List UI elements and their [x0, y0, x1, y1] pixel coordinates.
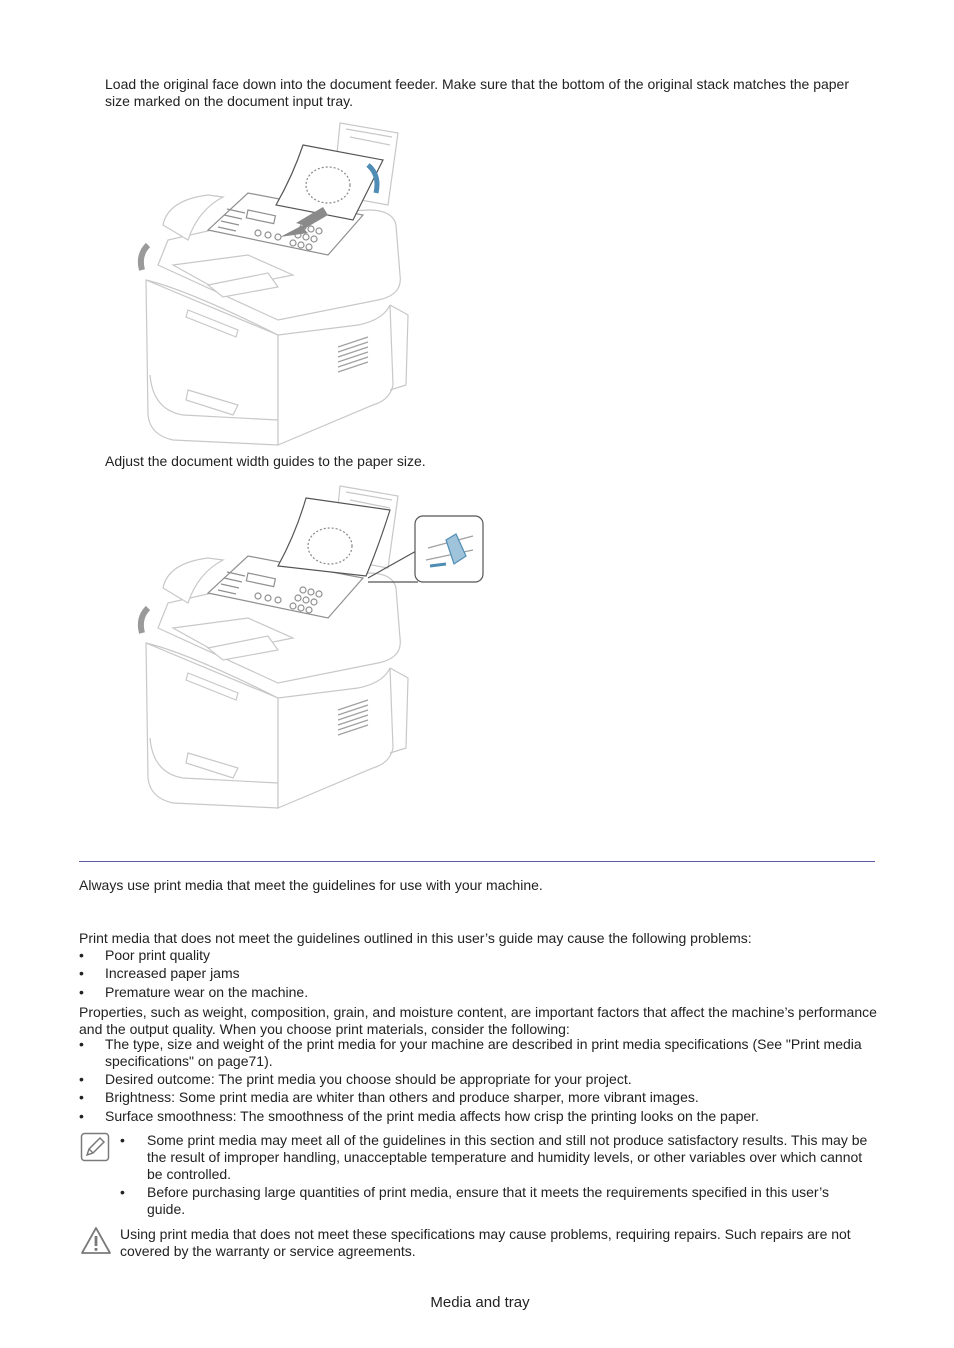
note-text: Before purchasing large quantities of print media, ensure that it meets the requirements specified in this user’s guide.	[147, 1184, 829, 1217]
load-original-instruction: Load the original face down into the document feeder. Make sure that the bottom of the original stack matches the paper size marked on the document input tray.	[105, 76, 850, 109]
section-divider	[79, 861, 875, 862]
bullet: •	[120, 1184, 125, 1200]
note-pencil-icon	[80, 1132, 110, 1162]
bullet: •	[79, 1108, 84, 1124]
document-feeder-illustration	[128, 115, 418, 450]
bullet: •	[79, 1036, 84, 1052]
adjust-guides-instruction: Adjust the document width guides to the paper size.	[105, 453, 426, 469]
consideration-text: The type, size and weight of the print media for your machine are described in print media specifications (See "Print media specifications" on page71).	[105, 1036, 862, 1069]
print-media-intro: Always use print media that meet the guidelines for use with your machine.	[79, 877, 543, 893]
problems-intro: Print media that does not meet the guidelines outlined in this user’s guide may cause the following problems:	[79, 930, 752, 946]
note-text: Some print media may meet all of the guidelines in this section and still not produce satisfactory results. This may be the result of improper handling, unacceptable temperature and humidity levels, or other variables over which cannot be controlled.	[147, 1132, 868, 1182]
consideration-text: Surface smoothness: The smoothness of the print media affects how crisp the printing looks on the paper.	[105, 1108, 759, 1124]
problem-text: Poor print quality	[105, 947, 211, 963]
consideration-text: Brightness: Some print media are whiter than others and produce sharper, more vibrant images.	[105, 1089, 699, 1105]
bullet: •	[79, 947, 84, 963]
width-guides-illustration	[128, 478, 488, 813]
problem-text: Premature wear on the machine.	[105, 984, 309, 1000]
problem-text: Increased paper jams	[105, 965, 240, 981]
caution-text: Using print media that does not meet these specifications may cause problems, requiring repairs. Such repairs are not covered by the warranty or service agreements.	[120, 1226, 851, 1259]
properties-paragraph: Properties, such as weight, composition, grain, and moisture content, are important factors that affect the machine’s performance and the output quality. When you choose print materials, consider the following:	[79, 1004, 877, 1037]
bullet: •	[79, 1089, 84, 1105]
consideration-text: Desired outcome: The print media you choose should be appropriate for your project.	[105, 1071, 632, 1087]
bullet: •	[79, 965, 84, 981]
bullet: •	[120, 1132, 125, 1148]
bullet: •	[79, 1071, 84, 1087]
warning-triangle-icon	[80, 1226, 112, 1256]
page-footer: Media and tray	[430, 1294, 530, 1311]
bullet: •	[79, 984, 84, 1000]
